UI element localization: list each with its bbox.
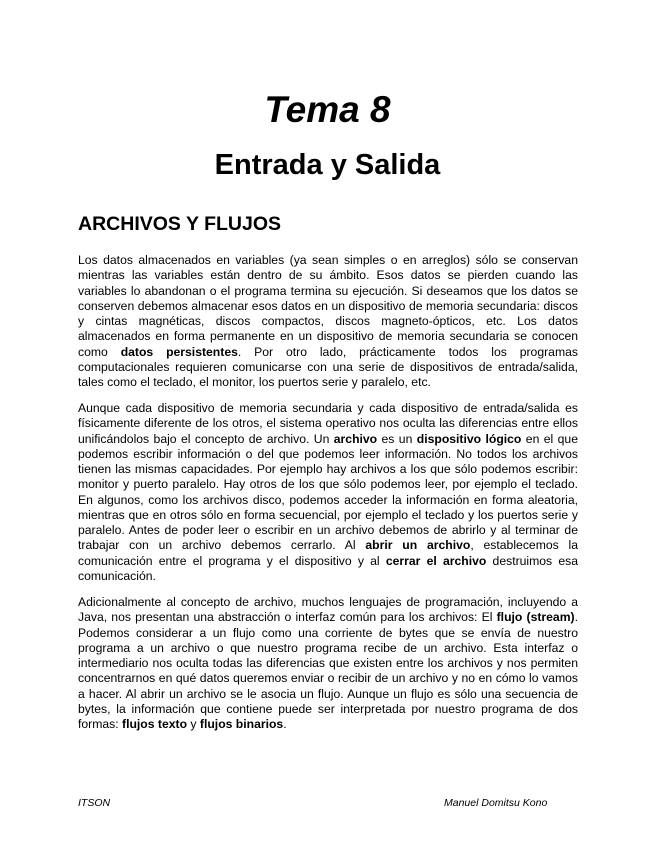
paragraph-1-bold-1: datos persistentes <box>120 344 238 359</box>
paragraph-2-text-2: es un <box>377 431 417 446</box>
paragraph-2-text-5: destruimos esa comunicación. <box>78 553 579 583</box>
section-heading: ARCHIVOS Y FLUJOS <box>78 213 281 235</box>
paragraph-3-bold-3: flujos binarios <box>199 717 284 731</box>
footer-author: Manuel Domitsu Kono <box>444 797 548 809</box>
paragraph-2-text-3: en el que podemos escribir información o del que podemos leer información. No todos los archivos tienen las mismas capacidades. Por ejemplo hay archivos a los que sólo podemos escribir: monitor y puerto paralelo. Hay otros de los que sólo podemos leer, por ejemplo el teclado. En algunos, como los archivos disco, podemos acceder la información en forma aleatoria, mientras que en otros sólo en forma secuencial, por ejemplo el teclado y los puertos serie y paralelo. Antes de poder leer o escribir en un archivo debemos de abrirlo y al terminar de trabajar con un archivo debemos cerrarlo. Al <box>78 431 578 553</box>
paragraph-2-bold-3: abrir un archivo <box>365 538 471 553</box>
paragraph-2-bold-2: dispositivo lógico <box>416 431 522 446</box>
paragraph-3-text-1: Adicionalmente al concepto de archivo, muchos lenguajes de programación, incluyendo a Java, nos presentan una abstracción o interfaz común para los archivos: El <box>78 595 578 625</box>
paragraph-3-bold-1: flujo (stream) <box>496 610 575 625</box>
paragraph-2-bold-1: archivo <box>333 431 378 446</box>
paragraph-2-text-4: , establecemos la comunicación entre el programa y el dispositivo y al <box>78 538 579 568</box>
paragraph-2 <box>78 401 578 584</box>
paragraph-3-text-4: . <box>283 717 287 731</box>
chapter-subtitle: Entrada y Salida <box>214 149 441 181</box>
paragraph-1-text-2: . Por otro lado, prácticamente todos los programas computacionales requieren comunicarse con una serie de dispositivos de entrada/salida, tales como el teclado, el monitor, los puertos serie y paralelo, etc. <box>78 344 578 389</box>
paragraph-2-text-1: Aunque cada dispositivo de memoria secundaria y cada dispositivo de entrada/salida es físicamente diferente de los otros, el sistema operativo nos oculta las diferencias entre ellos unificándolos bajo el concepto de archivo. Un <box>78 401 578 446</box>
paragraph-2-bold-4: cerrar el archivo <box>385 553 487 568</box>
paragraph-3-bold-2: flujos texto <box>122 717 188 731</box>
paragraph-3-text-2: . Podemos considerar a un flujo como una corriente de bytes que se envía de nuestro programa a un archivo o que nuestro programa recibe de un archivo. Esta interfaz o intermediario nos oculta todas las diferencias que existen entre los archivos y nos permiten concentrarnos en qué datos queremos enviar o recibir de un archivo y no en cómo lo vamos a hacer. Al abrir un archivo se le asocia un flujo. Aunque un flujo es sólo una secuencia de bytes, la información que contiene puede ser interpretada por nuestro programa de dos formas: <box>78 610 578 731</box>
paragraph-3-text-3: y <box>187 717 200 731</box>
paragraph-1-text-1: Los datos almacenados en variables (ya sean simples o en arreglos) sólo se conservan mientras las variables están dentro de su ámbito. Esos datos se pierden cuando las variables lo abandonan o el programa termina su ejecución. Si deseamos que los datos se conserven debemos almacenar esos datos en un dispositivo de memoria secundaria: discos y cintas magnéticas, discos compactos, discos magneto-ópticos, etc. Los datos almacenados en forma permanente en un dispositivo de memoria secundaria se conocen como <box>78 253 578 359</box>
chapter-title: Tema 8 <box>264 89 391 130</box>
footer-institution: ITSON <box>78 797 111 809</box>
paragraph-3 <box>78 595 578 732</box>
paragraph-1 <box>78 253 578 390</box>
